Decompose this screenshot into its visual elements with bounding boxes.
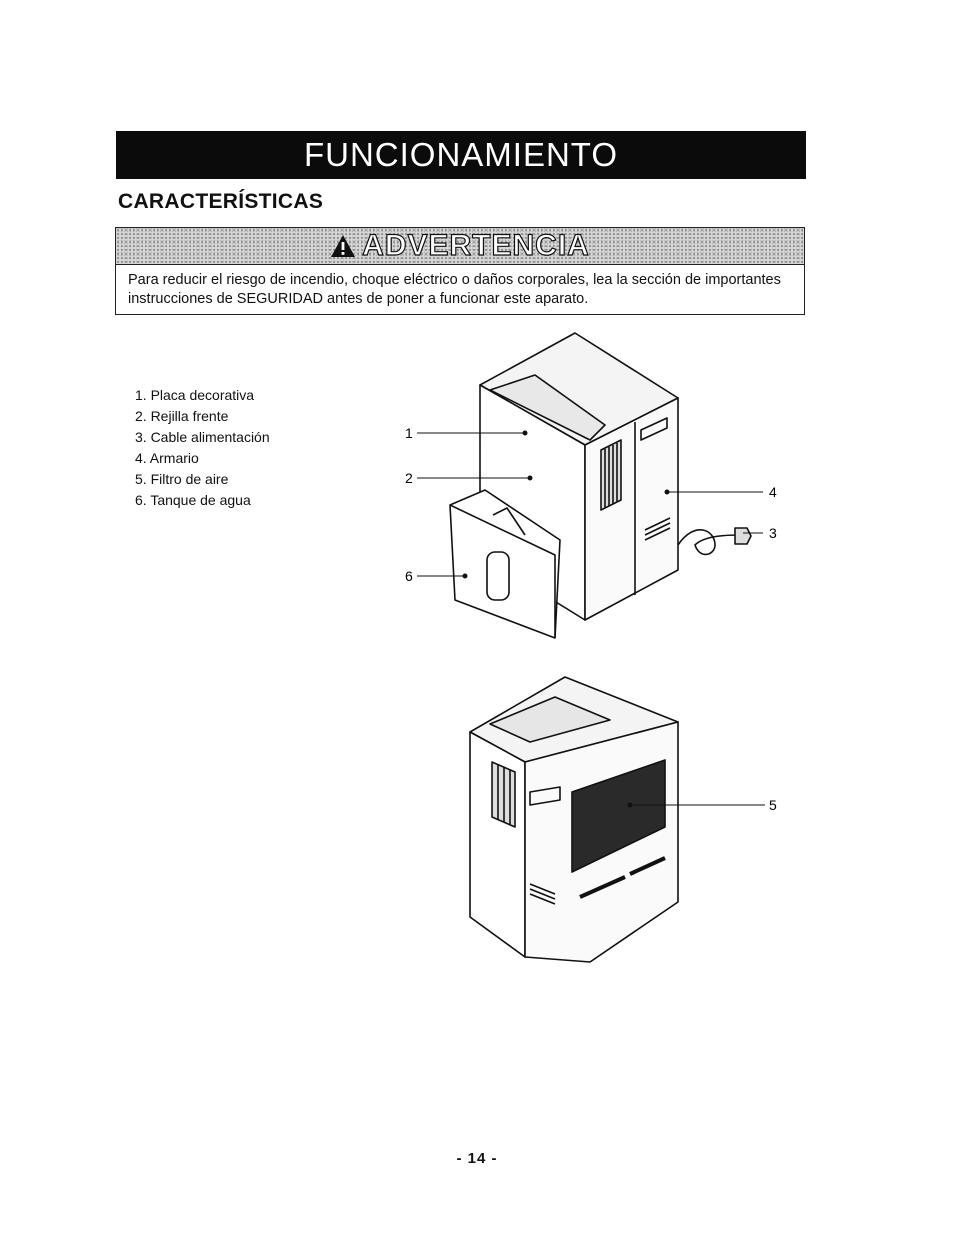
callout-4: 4 — [769, 484, 777, 500]
list-item: 2. Rejilla frente — [135, 408, 229, 424]
warning-text: Para reducir el riesgo de incendio, choque eléctrico o daños corporales, lea la sección de importantes instrucciones de SEGURIDAD antes de poner a funcionar este aparato. — [128, 272, 781, 307]
callout-2: 2 — [405, 470, 413, 486]
callout-6: 6 — [405, 568, 413, 584]
warning-title: ADVERTENCIA — [362, 229, 590, 262]
list-item: 6. Tanque de agua — [135, 492, 251, 508]
page-number: - 14 - — [456, 1150, 498, 1167]
callout-5: 5 — [769, 797, 777, 813]
warning-triangle-icon — [330, 234, 356, 258]
callout-1: 1 — [405, 425, 413, 441]
dehumidifier-front-illustration — [395, 330, 795, 640]
page-title-banner — [116, 131, 806, 179]
warning-title-row — [324, 229, 596, 263]
warning-header — [116, 228, 804, 265]
section-heading: CARACTERÍSTICAS — [118, 190, 324, 213]
dehumidifier-back-illustration — [460, 672, 790, 967]
list-item: 3. Cable alimentación — [135, 429, 270, 445]
list-item: 5. Filtro de aire — [135, 471, 229, 487]
list-item: 1. Placa decorativa — [135, 387, 255, 403]
warning-box — [115, 227, 805, 315]
page-title: FUNCIONAMIENTO — [303, 136, 619, 173]
parts-list — [135, 385, 270, 511]
list-item: 4. Armario — [135, 450, 199, 466]
callout-3: 3 — [769, 525, 777, 541]
